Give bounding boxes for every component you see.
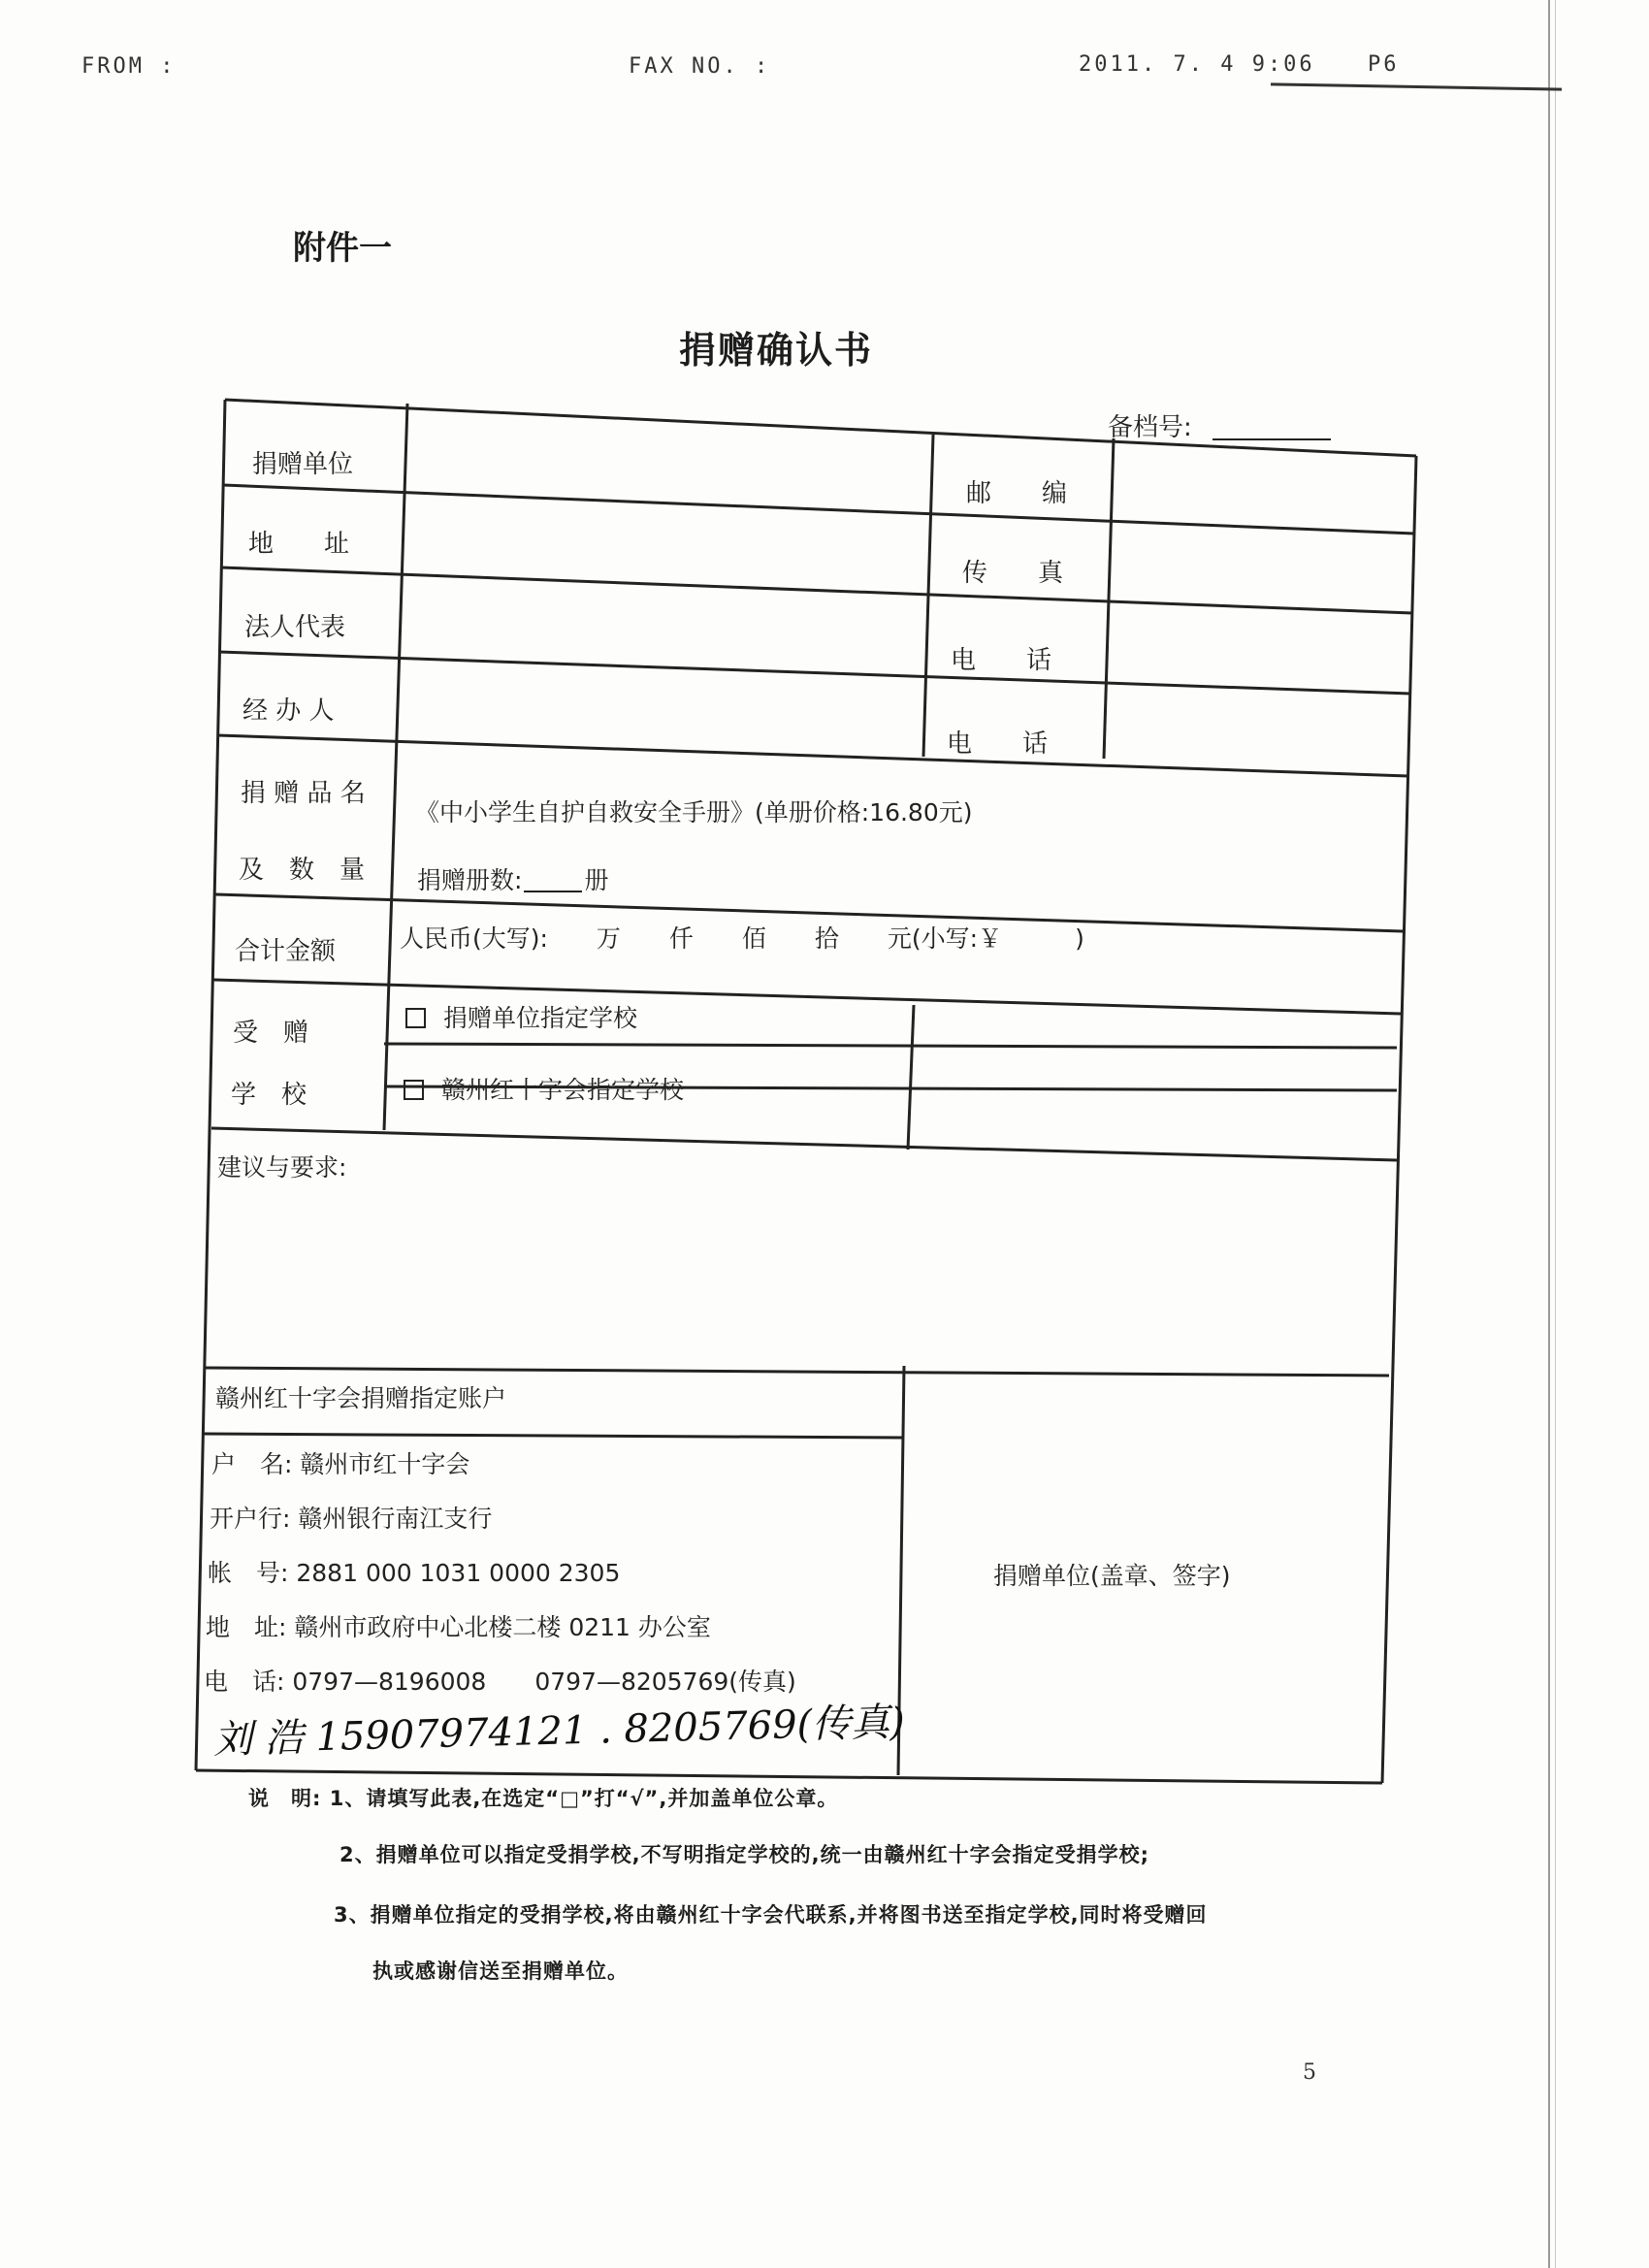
label-address: 地 址 (248, 530, 350, 559)
account-line: 电 话: 0797—8196008 0797—8205769(传真) (204, 1668, 796, 1696)
label-postcode: 邮 编 (966, 479, 1068, 508)
instruction-note: 说 明: 1、请填写此表,在选定“□”打“√”,并加盖单位公章。 (248, 1787, 839, 1810)
label-legal-rep: 法人代表 (244, 613, 346, 642)
instruction-note: 3、捐赠单位指定的受捐学校,将由赣州红十字会代联系,并将图书送至指定学校,同时将受赠回 (334, 1903, 1208, 1927)
label-item-name: 捐 赠 品 名 (241, 779, 366, 808)
label-donor-unit: 捐赠单位 (252, 450, 354, 479)
book-count-label: 捐赠册数: (417, 866, 523, 894)
attachment-label: 附件一 (293, 229, 392, 268)
instruction-note: 执或感谢信送至捐赠单位。 (372, 1960, 629, 1983)
archive-number-label: 备档号: (1108, 413, 1192, 442)
page-title: 捐赠确认书 (679, 328, 874, 372)
book-count-unit: 册 (584, 866, 609, 894)
label-recipient-school: 受 赠 (233, 1019, 309, 1048)
stamp-signature-label: 捐赠单位(盖章、签字) (993, 1562, 1231, 1590)
checkbox (404, 1080, 424, 1100)
school-option (404, 1071, 684, 1106)
handwritten-contact: 刘 浩 15907974121 . 8205769(传真) (212, 1700, 906, 1763)
fax-page: P6 (1368, 52, 1400, 77)
account-line: 帐 号: 2881 000 1031 0000 2305 (208, 1559, 621, 1587)
book-count-field (417, 861, 608, 896)
label-total-amount: 合计金额 (235, 937, 337, 966)
school-option (405, 999, 637, 1034)
school-option-label: 赣州红十字会指定学校 (441, 1076, 685, 1104)
account-header: 赣州红十字会捐赠指定账户 (215, 1384, 507, 1412)
page-number: 5 (1303, 2060, 1316, 2085)
instruction-note: 2、捐赠单位可以指定受捐学校,不写明指定学校的,统一由赣州红十字会指定受捐学校; (340, 1843, 1149, 1866)
label-handler: 经 办 人 (242, 697, 335, 726)
label-fax: 传 真 (962, 559, 1064, 588)
total-amount-text: 人民币(大写): 万 仟 佰 拾 元(小写:￥ ) (400, 924, 1084, 953)
account-line: 户 名: 赣州市红十字会 (211, 1450, 470, 1478)
account-line: 地 址: 赣州市政府中心北楼二楼 0211 办公室 (206, 1613, 711, 1641)
suggestions-label: 建议与要求: (217, 1153, 347, 1182)
fax-number: FAX NO. : (629, 54, 771, 79)
label-quantity: 及 数 量 (239, 856, 366, 885)
school-option-label: 捐赠单位指定学校 (443, 1004, 638, 1032)
fax-from: FROM : (81, 54, 177, 79)
fax-datetime: 2011. 7. 4 9:06 (1079, 52, 1315, 77)
label-phone: 电 话 (947, 729, 1049, 759)
book-count-blank (524, 891, 582, 892)
label-recipient-school: 学 校 (231, 1081, 307, 1110)
label-phone: 电 话 (951, 646, 1052, 675)
checkbox (405, 1008, 426, 1028)
account-line: 开户行: 赣州银行南江支行 (210, 1505, 493, 1533)
item-description: 《中小学生自护自救安全手册》(单册价格:16.80元) (415, 798, 973, 826)
